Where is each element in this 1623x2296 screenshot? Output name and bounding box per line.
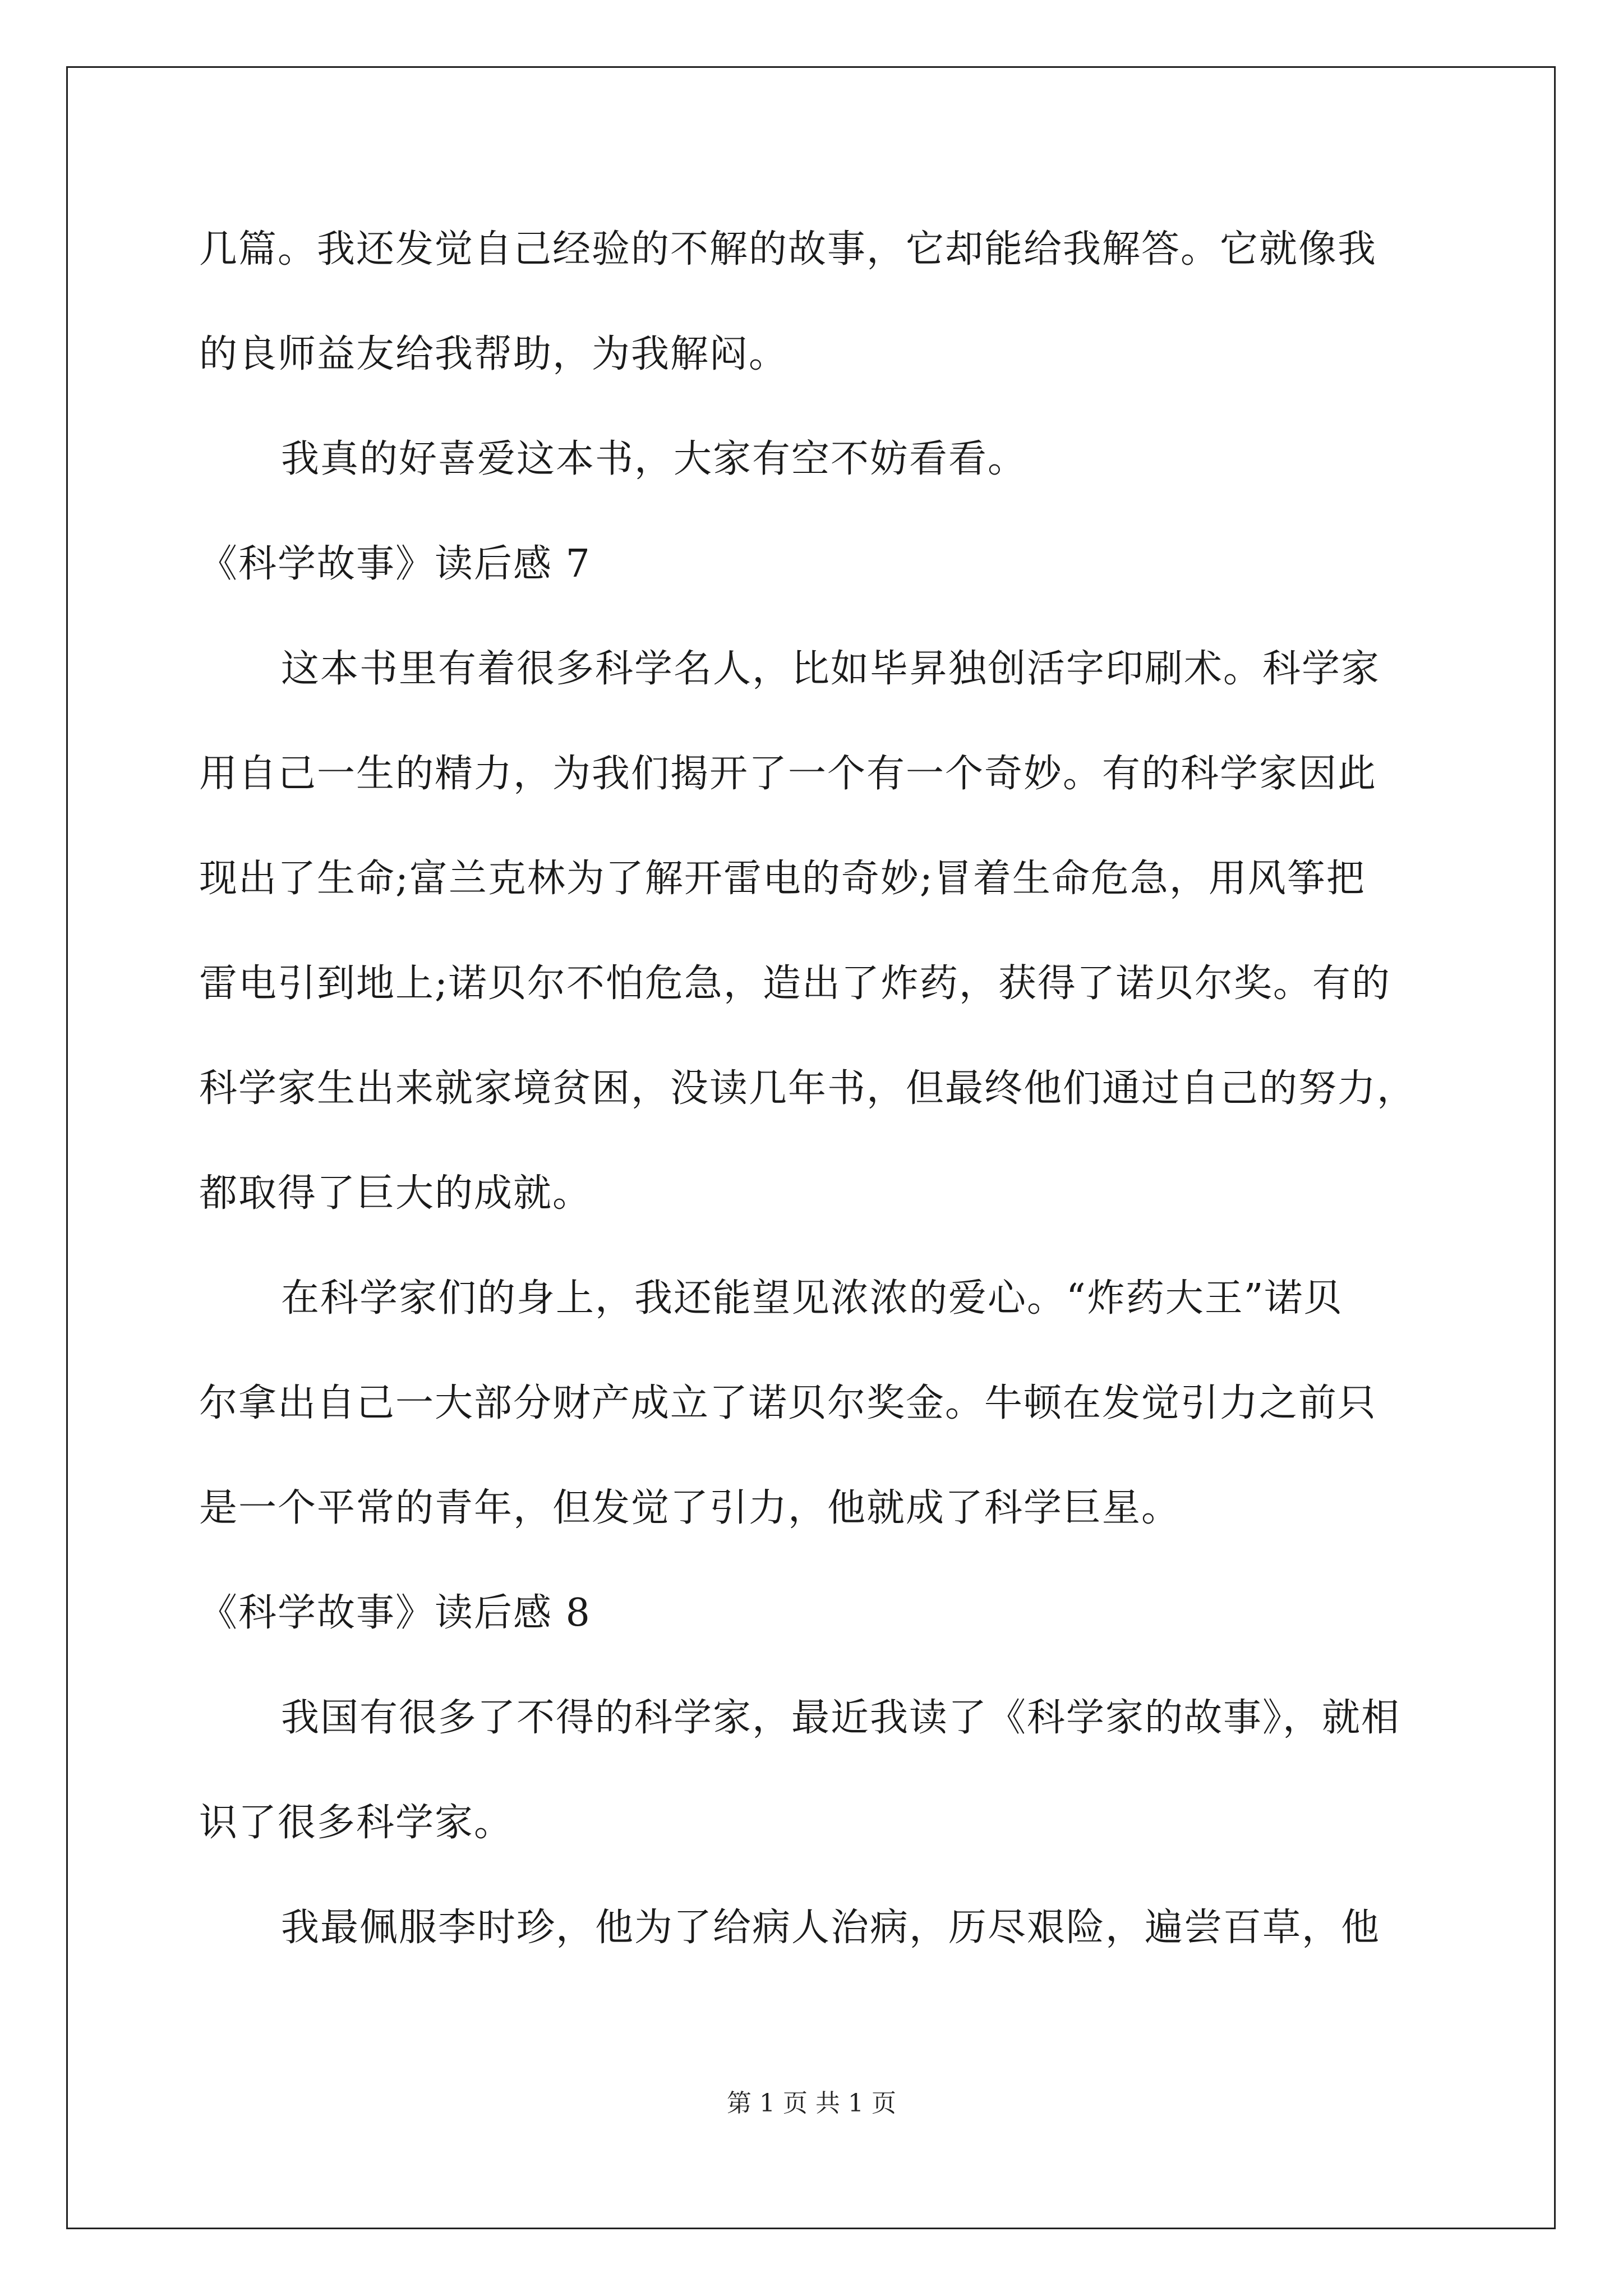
body-line: 的良师益友给我帮助，为我解闷。: [199, 332, 789, 376]
body-line: 识了很多科学家。: [199, 1801, 514, 1845]
paragraph-start-line: 我最佩服李时珍，他为了给病人治病，历尽艰险，遍尝百草，他: [281, 1906, 1381, 1950]
paragraph-start-line: 我国有很多了不得的科学家，最近我读了《科学家的故事》，就相: [281, 1696, 1401, 1740]
paragraph-start-line: 我真的好喜爱这本书，大家有空不妨看看。: [281, 437, 1027, 481]
paragraph-start-line: 在科学家们的身上，我还能望见浓浓的爱心。“炸药大王”诺贝: [281, 1276, 1343, 1320]
body-line: 科学家生出来就家境贫困，没读几年书，但最终他们通过自己的努力，: [199, 1066, 1417, 1111]
body-line: 用自己一生的精力，为我们揭开了一个有一个奇妙。有的科学家因此: [199, 752, 1377, 796]
body-line: 雷电引到地上;诺贝尔不怕危急，造出了炸药，获得了诺贝尔奖。有的: [199, 961, 1391, 1006]
body-line: 尔拿出自己一大部分财产成立了诺贝尔奖金。牛顿在发觉引力之前只: [199, 1381, 1377, 1425]
body-line: 都取得了巨大的成就。: [199, 1171, 592, 1216]
section-heading-7: 《科学故事》读后感 7: [199, 542, 591, 586]
body-line: 现出了生命;富兰克林为了解开雷电的奇妙;冒着生命危急，用风筝把: [199, 857, 1366, 901]
paragraph-start-line: 这本书里有着很多科学名人，比如毕昇独创活字印刷术。科学家: [281, 647, 1381, 691]
page-footer: 第 1 页 共 1 页: [727, 2089, 896, 2118]
body-line: 几篇。我还发觉自己经验的不解的故事，它却能给我解答。它就像我: [199, 227, 1377, 272]
section-heading-8: 《科学故事》读后感 8: [199, 1591, 591, 1635]
body-line: 是一个平常的青年，但发觉了引力，他就成了科学巨星。: [199, 1486, 1181, 1530]
